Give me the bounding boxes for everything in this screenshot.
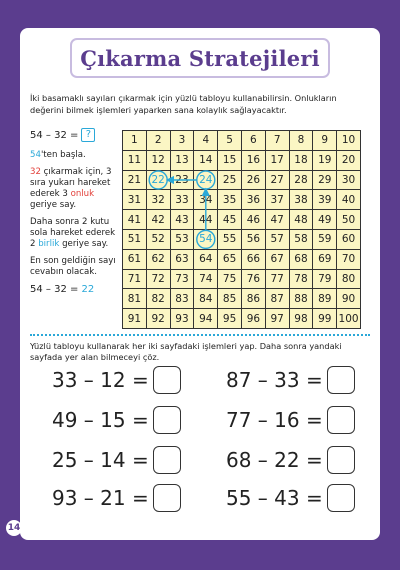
grid-cell: 4 xyxy=(194,131,218,151)
grid-cell: 19 xyxy=(313,150,337,170)
answer-box[interactable] xyxy=(327,366,355,394)
step-3-text-b: geriye say. xyxy=(59,239,109,249)
grid-row xyxy=(123,289,361,309)
grid-cell: 95 xyxy=(218,309,242,329)
step-1-number: 54 xyxy=(30,150,41,160)
grid-cell: 49 xyxy=(313,210,337,230)
grid-cell: 55 xyxy=(218,229,242,249)
problem-text: 68 – 22 = xyxy=(226,448,323,472)
grid-row xyxy=(123,229,361,249)
grid-row xyxy=(123,210,361,230)
subtraction-problem xyxy=(52,406,181,434)
grid-cell: 76 xyxy=(241,269,265,289)
grid-cell: 65 xyxy=(218,249,242,269)
step-1-text: 'ten başla. xyxy=(40,150,86,160)
grid-cell: 51 xyxy=(123,229,147,249)
grid-cell: 13 xyxy=(170,150,194,170)
step-2 xyxy=(30,167,118,211)
grid-cell: 47 xyxy=(265,210,289,230)
grid-cell: 54 xyxy=(194,229,218,249)
grid-row xyxy=(123,249,361,269)
step-2-text-b: geriye say. xyxy=(30,200,77,210)
grid-row xyxy=(123,269,361,289)
answer-box[interactable] xyxy=(153,446,181,474)
problem-text: 49 – 15 = xyxy=(52,408,149,432)
grid-cell: 92 xyxy=(146,309,170,329)
grid-cell: 68 xyxy=(289,249,313,269)
answer-box[interactable] xyxy=(153,484,181,512)
grid-cell: 39 xyxy=(313,190,337,210)
grid-cell: 59 xyxy=(313,229,337,249)
grid-cell: 34 xyxy=(194,190,218,210)
grid-row xyxy=(123,131,361,151)
grid-cell: 90 xyxy=(337,289,361,309)
grid-cell: 82 xyxy=(146,289,170,309)
grid-cell: 45 xyxy=(218,210,242,230)
subtraction-problem xyxy=(226,366,355,394)
answer-box[interactable] xyxy=(327,446,355,474)
grid-cell: 91 xyxy=(123,309,147,329)
page-number: 14 xyxy=(6,520,22,536)
problem-text: 33 – 12 = xyxy=(52,368,149,392)
page-title: Çıkarma Stratejileri xyxy=(80,45,320,71)
grid-cell: 52 xyxy=(146,229,170,249)
grid-cell: 86 xyxy=(241,289,265,309)
subtraction-problem xyxy=(52,446,181,474)
grid-cell: 100 xyxy=(337,309,361,329)
grid-cell: 79 xyxy=(313,269,337,289)
grid-cell: 2 xyxy=(146,131,170,151)
grid-cell: 40 xyxy=(337,190,361,210)
grid-cell: 27 xyxy=(265,170,289,190)
subtraction-problem xyxy=(52,366,181,394)
grid-cell: 62 xyxy=(146,249,170,269)
grid-cell: 41 xyxy=(123,210,147,230)
grid-cell: 9 xyxy=(313,131,337,151)
example-equation-text: 54 – 32 = xyxy=(30,129,79,141)
problem-text: 93 – 21 = xyxy=(52,486,149,510)
grid-cell: 89 xyxy=(313,289,337,309)
grid-cell: 7 xyxy=(265,131,289,151)
grid-cell: 11 xyxy=(123,150,147,170)
grid-cell: 29 xyxy=(313,170,337,190)
grid-cell: 72 xyxy=(146,269,170,289)
grid-cell: 71 xyxy=(123,269,147,289)
grid-cell: 17 xyxy=(265,150,289,170)
grid-cell: 25 xyxy=(218,170,242,190)
problem-text: 55 – 43 = xyxy=(226,486,323,510)
title-banner xyxy=(70,38,330,78)
grid-cell: 46 xyxy=(241,210,265,230)
answer-box[interactable] xyxy=(327,484,355,512)
grid-cell: 14 xyxy=(194,150,218,170)
grid-cell: 60 xyxy=(337,229,361,249)
question-box: ? xyxy=(81,128,95,142)
grid-cell: 70 xyxy=(337,249,361,269)
step-3-birlik: birlik xyxy=(38,239,60,249)
grid-cell: 57 xyxy=(265,229,289,249)
grid-cell: 66 xyxy=(241,249,265,269)
grid-cell: 26 xyxy=(241,170,265,190)
grid-cell: 84 xyxy=(194,289,218,309)
footer-text: İşlemsel ve Matematiksel Düşünme: İki Basamaklı Sayılarla Çıkarma xyxy=(28,524,260,532)
step-3-text-a: Daha sonra 2 kutu sola hareket ederek 2 xyxy=(30,217,116,249)
grid-cell: 10 xyxy=(337,131,361,151)
grid-cell: 88 xyxy=(289,289,313,309)
answer-equation: 54 – 32 = xyxy=(30,284,82,295)
hundred-chart xyxy=(122,130,361,329)
grid-cell: 61 xyxy=(123,249,147,269)
example-equation xyxy=(30,128,118,142)
grid-row xyxy=(123,170,361,190)
grid-cell: 93 xyxy=(170,309,194,329)
grid-cell: 20 xyxy=(337,150,361,170)
grid-cell: 58 xyxy=(289,229,313,249)
subtraction-problem xyxy=(226,484,355,512)
grid-cell: 24 xyxy=(194,170,218,190)
step-3 xyxy=(30,217,118,250)
step-2-text-a: çıkarmak için, 3 sıra yukarı hareket ederek 3 xyxy=(30,167,112,199)
dotted-divider xyxy=(30,334,370,336)
grid-cell: 42 xyxy=(146,210,170,230)
grid-cell: 53 xyxy=(170,229,194,249)
subtraction-problem xyxy=(52,484,181,512)
grid-cell: 87 xyxy=(265,289,289,309)
grid-cell: 50 xyxy=(337,210,361,230)
step-2-number: 32 xyxy=(30,167,41,177)
grid-cell: 85 xyxy=(218,289,242,309)
grid-cell: 99 xyxy=(313,309,337,329)
step-1 xyxy=(30,150,118,161)
hundred-chart-table xyxy=(122,130,361,329)
grid-cell: 97 xyxy=(265,309,289,329)
grid-cell: 98 xyxy=(289,309,313,329)
grid-cell: 77 xyxy=(265,269,289,289)
grid-cell: 81 xyxy=(123,289,147,309)
grid-cell: 96 xyxy=(241,309,265,329)
grid-cell: 6 xyxy=(241,131,265,151)
grid-cell: 1 xyxy=(123,131,147,151)
step-4: En son geldiğin sayı cevabın olacak. xyxy=(30,256,116,277)
grid-cell: 18 xyxy=(289,150,313,170)
grid-cell: 63 xyxy=(170,249,194,269)
grid-cell: 44 xyxy=(194,210,218,230)
grid-cell: 8 xyxy=(289,131,313,151)
grid-cell: 75 xyxy=(218,269,242,289)
grid-cell: 3 xyxy=(170,131,194,151)
answer-line xyxy=(30,284,118,295)
problem-text: 87 – 33 = xyxy=(226,368,323,392)
answer-box[interactable] xyxy=(153,366,181,394)
grid-row xyxy=(123,190,361,210)
answer-box[interactable] xyxy=(327,406,355,434)
grid-cell: 21 xyxy=(123,170,147,190)
grid-cell: 74 xyxy=(194,269,218,289)
grid-cell: 28 xyxy=(289,170,313,190)
grid-cell: 56 xyxy=(241,229,265,249)
grid-cell: 32 xyxy=(146,190,170,210)
grid-cell: 43 xyxy=(170,210,194,230)
grid-cell: 83 xyxy=(170,289,194,309)
intro-text: İki basamaklı sayıları çıkarmak için yüzlü tabloyu kullanabilirsin. Onlukların değerini bilmek işlemleri yaparken sana kolaylık sağlayacaktır. xyxy=(30,93,337,115)
grid-cell: 12 xyxy=(146,150,170,170)
grid-cell: 78 xyxy=(289,269,313,289)
grid-cell: 16 xyxy=(241,150,265,170)
grid-cell: 67 xyxy=(265,249,289,269)
instructions-text: Yüzlü tabloyu kullanarak her iki sayfadaki işlemleri yap. Daha sonra yandaki sayfada yer alan bilmeceyi çöz. xyxy=(30,341,342,362)
grid-row xyxy=(123,309,361,329)
grid-cell: 15 xyxy=(218,150,242,170)
problem-text: 25 – 14 = xyxy=(52,448,149,472)
grid-cell: 48 xyxy=(289,210,313,230)
grid-cell: 69 xyxy=(313,249,337,269)
grid-cell: 36 xyxy=(241,190,265,210)
grid-cell: 64 xyxy=(194,249,218,269)
grid-cell: 35 xyxy=(218,190,242,210)
grid-cell: 94 xyxy=(194,309,218,329)
grid-cell: 5 xyxy=(218,131,242,151)
grid-cell: 30 xyxy=(337,170,361,190)
grid-cell: 73 xyxy=(170,269,194,289)
step-2-onluk: onluk xyxy=(70,189,95,199)
answer-box[interactable] xyxy=(153,406,181,434)
grid-cell: 33 xyxy=(170,190,194,210)
example-steps xyxy=(30,128,118,301)
grid-row xyxy=(123,150,361,170)
answer-value: 22 xyxy=(81,284,95,295)
problem-text: 77 – 16 = xyxy=(226,408,323,432)
grid-cell: 22 xyxy=(146,170,170,190)
grid-cell: 31 xyxy=(123,190,147,210)
grid-cell: 80 xyxy=(337,269,361,289)
grid-cell: 37 xyxy=(265,190,289,210)
grid-cell: 38 xyxy=(289,190,313,210)
subtraction-problem xyxy=(226,446,355,474)
grid-cell: 23 xyxy=(170,170,194,190)
subtraction-problem xyxy=(226,406,355,434)
